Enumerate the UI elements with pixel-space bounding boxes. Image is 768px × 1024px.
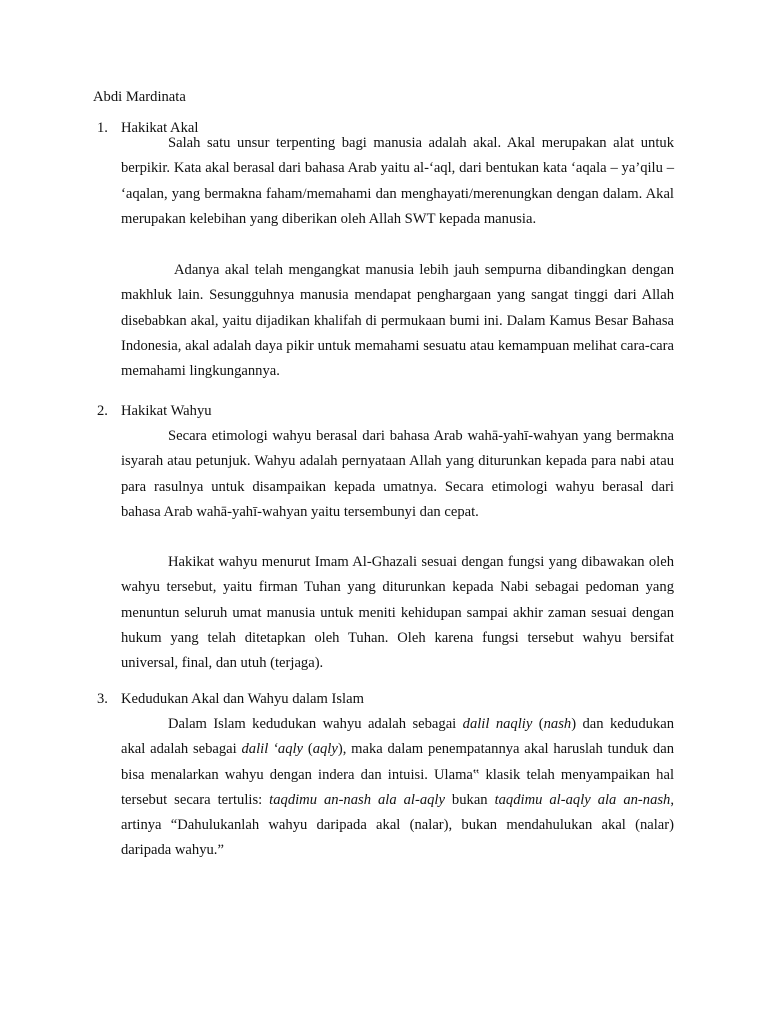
term-dalil-aqly: dalil ‘aqly bbox=[241, 741, 304, 758]
author-name: Abdi Mardinata bbox=[93, 89, 186, 105]
section-title: Kedudukan Akal dan Wahyu dalam Islam bbox=[121, 691, 364, 707]
term-dalil-naqliy: dalil naqliy bbox=[462, 716, 533, 732]
section-title: Hakikat Wahyu bbox=[121, 403, 212, 419]
paragraph-text: Secara etimologi wahyu berasal dari bahasa Arab wahā-yahī-wahyan yang bermakna isyarah atau petunjuk. Wahyu adalah pernyataan Allah yang diturunkan kepada para nabi atau para rasulnya untuk disampaikan kepada umatnya. Secara etimologi wahyu berasal dari bahasa Arab wahā-yahī-wahyan yaitu tersembunyi dan cepat. bbox=[121, 428, 674, 520]
term-aqly: aqly bbox=[312, 741, 338, 758]
paragraph bbox=[121, 424, 674, 525]
term-taqdimu-an-nash: taqdimu an-nash ala al-aqly bbox=[269, 791, 445, 808]
paragraph bbox=[121, 258, 674, 384]
term-nash: nash bbox=[543, 716, 572, 732]
section-number: 2. bbox=[97, 403, 108, 419]
section-number: 3. bbox=[97, 691, 108, 707]
paragraph-text: Adanya akal telah mengangkat manusia lebih jauh sempurna dibandingkan dengan makhluk lain. Sesungguhnya manusia mendapat penghargaan yang sangat tinggi dari Allah disebabkan akal, yaitu dijadikan khalifah di permukaan bumi ini. Dalam Kamus Besar Bahasa Indonesia, akal adalah daya pikir untuk memahami sesuatu atau kemampuan melihat cara-cara memahami lingkungannya. bbox=[121, 262, 674, 380]
paragraph bbox=[121, 550, 674, 676]
paragraph-text: Hakikat wahyu menurut Imam Al-Ghazali sesuai dengan fungsi yang dibawakan oleh wahyu tersebut, yaitu firman Tuhan yang diturunkan kepada Nabi sebagai pedoman yang menuntun seluruh umat manusia untuk meniti kehidupan sampai akhir zaman sesuai dengan hukum yang telah ditetapkan oleh Tuhan. Oleh karena fungsi tersebut wahyu bersifat universal, final, dan utuh (terjaga). bbox=[121, 554, 674, 672]
paragraph: Dalam Islam kedudukan wahyu adalah sebagai dalil naqliy (nash) dan kedudukan akal adalah sebagai dalil ‘aqly (aqly), maka dalam penempatannya akal haruslah tunduk dan bisa menalarkan wahyu dengan indera dan intuisi. Ulama‟ klasik telah menyampaikan hal tersebut secara tertulis: taqdimu an-nash ala al-aqly bukan taqdimu al-aqly ala an-nash, artinya “Dahulukanlah wahyu daripada akal (nalar), bukan mendahulukan akal (nalar) daripada wahyu.” bbox=[121, 716, 675, 859]
section-title: Hakikat Akal bbox=[121, 120, 199, 136]
paragraph-text: Salah satu unsur terpenting bagi manusia adalah akal. Akal merupakan alat untuk berpikir. Kata akal berasal dari bahasa Arab yaitu al-‘aql, dari bentukan kata ‘aqala – ya’qilu – ‘aqalan, yang bermakna faham/memahami dan menghayati/merenungkan dengan dalam. Akal merupakan kelebihan yang diberikan oleh Allah SWT kepada manusia. bbox=[121, 135, 674, 227]
paragraph bbox=[121, 131, 674, 232]
section-number: 1. bbox=[97, 120, 108, 136]
term-taqdimu-al-aqly: taqdimu al-aqly ala an-nash bbox=[494, 791, 671, 808]
